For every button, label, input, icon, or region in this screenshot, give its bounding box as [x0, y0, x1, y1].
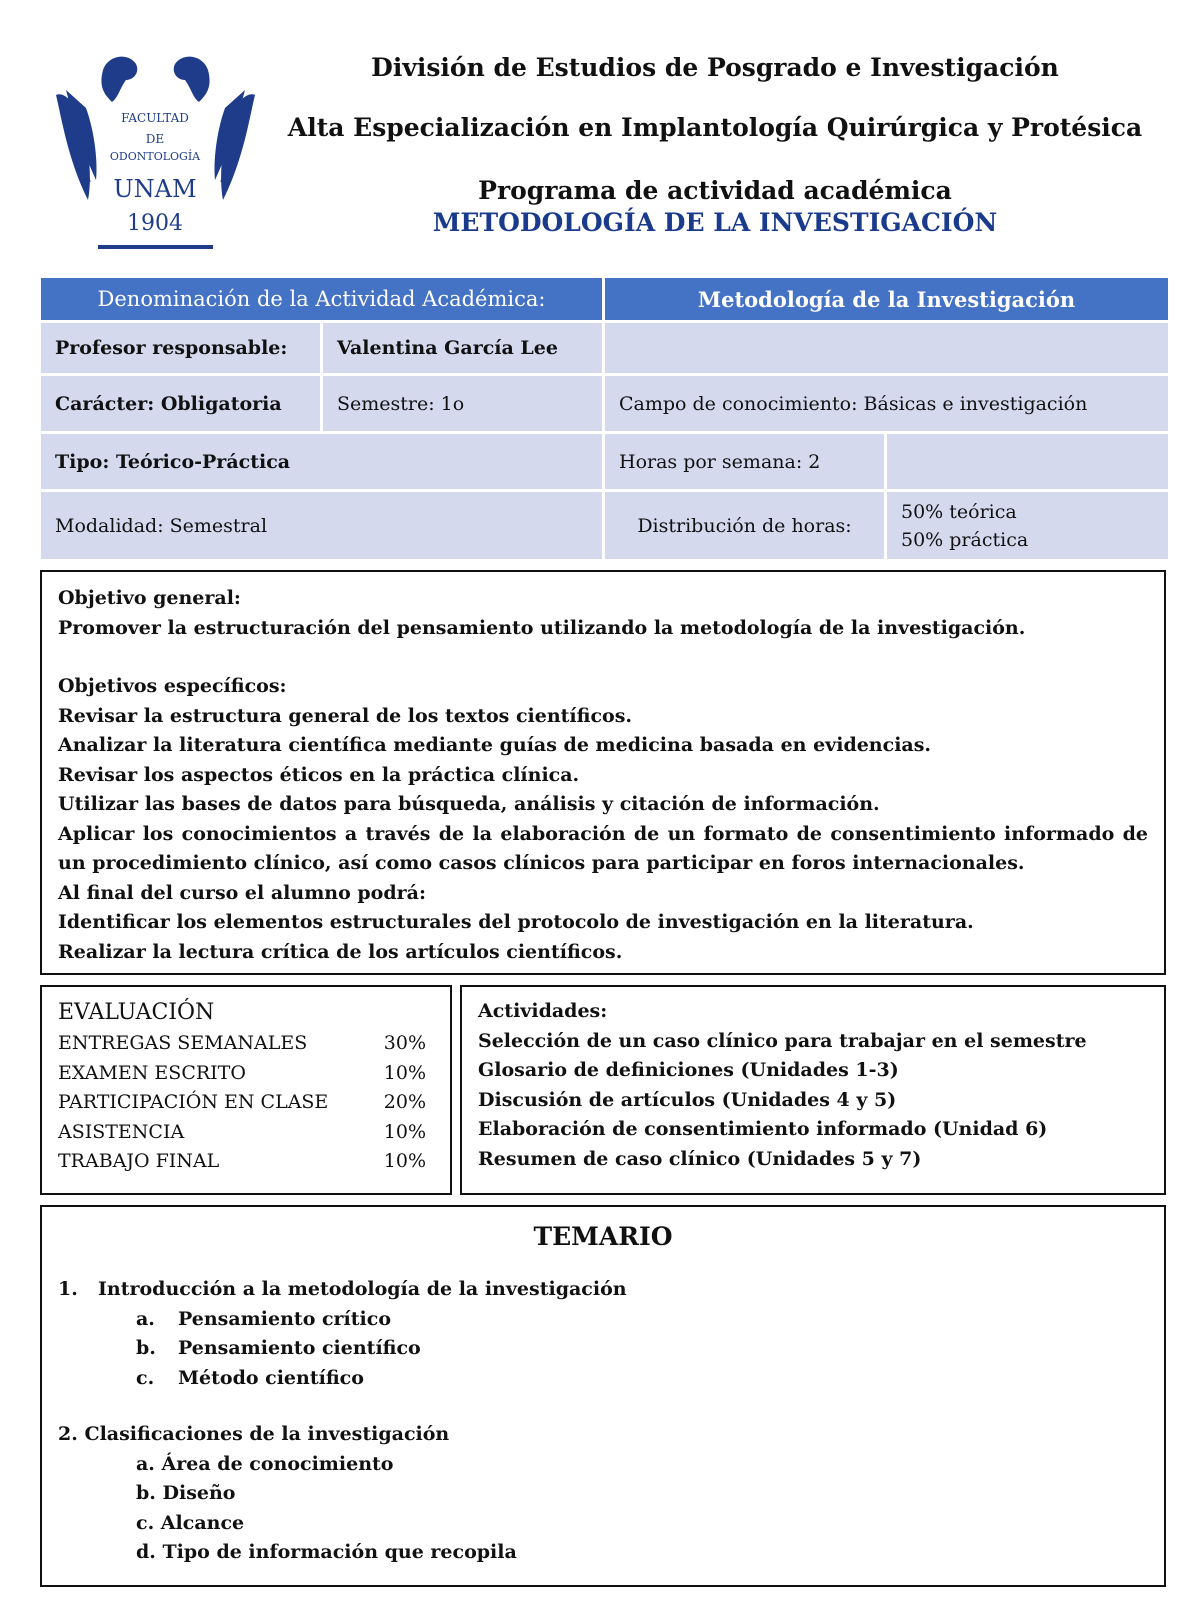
evaluacion-box	[40, 985, 452, 1195]
horas-cell: Horas por semana: 2	[604, 433, 886, 491]
temario-subitem: a. Área de conocimiento	[136, 1452, 394, 1475]
subitem-text: Método científico	[178, 1366, 364, 1389]
objetivo-final: Realizar la lectura crítica de los artículos científicos.	[58, 940, 623, 963]
evaluacion-title: EVALUACIÓN	[58, 1000, 215, 1025]
empty-cell	[886, 433, 1170, 491]
distribucion-label: Distribución de horas:	[604, 491, 886, 561]
objetivo-especifico: Aplicar los conocimientos a través de la elaboración de un formato de consentimiento informado de un procedimiento clínico, así como casos clínicos para participar en foros internacionales.	[58, 822, 1148, 874]
actividad-item: Glosario de definiciones (Unidades 1-3)	[478, 1059, 899, 1081]
temario-subitem	[58, 1364, 1148, 1394]
evaluacion-label: ASISTENCIA	[58, 1120, 185, 1143]
actividad-item: Discusión de artículos (Unidades 4 y 5)	[478, 1088, 897, 1111]
objetivo-final: Identificar los elementos estructurales del protocolo de investigación en la literatura.	[58, 911, 974, 933]
header-division: División de Estudios de Posgrado e Investigación	[371, 53, 1059, 82]
profesor-label: Profesor responsable:	[40, 322, 322, 375]
temario-subitem: b. Diseño	[136, 1482, 236, 1504]
objetivos-especificos-title: Objetivos específicos:	[58, 675, 287, 697]
distribucion-practica: 50% práctica	[901, 528, 1029, 551]
evaluacion-label: ENTREGAS SEMANALES	[58, 1032, 308, 1054]
temario-subitem	[58, 1334, 1148, 1364]
semestre-cell: Semestre: 1o	[322, 375, 604, 433]
profesor-value: Valentina García Lee	[322, 322, 604, 375]
evaluacion-label: TRABAJO FINAL	[58, 1150, 220, 1172]
caracter-cell: Carácter: Obligatoria	[40, 375, 322, 433]
denominacion-label: Denominación de la Actividad Académica:	[40, 277, 604, 322]
actividades-title: Actividades:	[478, 1000, 608, 1022]
evaluacion-row	[58, 1088, 434, 1118]
subitem-letter: b.	[136, 1337, 156, 1359]
objetivos-box	[40, 570, 1166, 975]
logo-line5: 1904	[127, 211, 183, 236]
subitem-text: Pensamiento científico	[178, 1337, 421, 1359]
header-especializacion: Alta Especialización en Implantología Quirúrgica y Protésica	[287, 113, 1143, 142]
denominacion-value: Metodología de la Investigación	[604, 277, 1170, 322]
temario-subitem: d. Tipo de información que recopila	[136, 1541, 517, 1563]
temario-title: TEMARIO	[533, 1222, 673, 1251]
objetivo-especifico: Utilizar las bases de datos para búsqueda, análisis y citación de información.	[58, 793, 880, 815]
evaluacion-row	[58, 1029, 434, 1059]
unit-number: 1.	[58, 1278, 78, 1300]
logo-line3: ODONTOLOGÍA	[109, 150, 201, 163]
distribucion-teorica: 50% teórica	[901, 500, 1017, 523]
evaluacion-value: 20%	[383, 1091, 426, 1113]
modalidad-cell: Modalidad: Semestral	[40, 491, 604, 561]
evaluacion-row	[58, 1118, 434, 1148]
campo-cell: Campo de conocimiento: Básicas e investigación	[604, 375, 1170, 433]
actividades-box	[460, 985, 1166, 1195]
evaluacion-value: 10%	[383, 1150, 426, 1172]
actividad-item: Selección de un caso clínico para trabajar en el semestre	[478, 1029, 1087, 1052]
logo-line1: FACULTAD	[121, 111, 189, 125]
final-title: Al final del curso el alumno podrá:	[58, 881, 426, 904]
document-header	[270, 50, 1160, 238]
temario-box	[40, 1205, 1166, 1587]
temario-unit-2: 2. Clasificaciones de la investigación	[58, 1423, 450, 1445]
evaluacion-row	[58, 1147, 434, 1177]
subitem-letter: c.	[136, 1366, 155, 1389]
header-course-title: METODOLOGÍA DE LA INVESTIGACIÓN	[432, 208, 998, 237]
objetivo-especifico: Revisar la estructura general de los textos científicos.	[58, 704, 633, 727]
subitem-letter: a.	[136, 1307, 155, 1330]
empty-cell	[604, 322, 1170, 375]
actividad-item: Resumen de caso clínico (Unidades 5 y 7)	[478, 1147, 922, 1170]
logo-line4: UNAM	[113, 175, 197, 203]
temario-unit-1	[58, 1275, 1148, 1305]
temario-subitem	[58, 1305, 1148, 1335]
objetivo-general-title: Objetivo general:	[58, 587, 241, 609]
objetivo-especifico: Revisar los aspectos éticos en la práctica clínica.	[58, 763, 580, 786]
evaluacion-label: PARTICIPACIÓN EN CLASE	[58, 1091, 329, 1113]
distribucion-value	[886, 491, 1170, 561]
evaluacion-row	[58, 1059, 434, 1089]
unit-title: Introducción a la metodología de la investigación	[98, 1278, 627, 1300]
tipo-cell: Tipo: Teórico-Práctica	[40, 433, 604, 491]
course-info-table	[38, 275, 1171, 562]
evaluacion-value: 10%	[383, 1061, 426, 1084]
temario-subitem: c. Alcance	[136, 1511, 245, 1534]
evaluacion-value: 10%	[383, 1120, 426, 1143]
header-programa: Programa de actividad académica	[478, 176, 952, 205]
evaluacion-label: EXAMEN ESCRITO	[58, 1061, 246, 1084]
subitem-text: Pensamiento crítico	[178, 1307, 392, 1330]
objetivo-general-text: Promover la estructuración del pensamiento utilizando la metodología de la investigación.	[58, 616, 1026, 639]
objetivo-especifico: Analizar la literatura científica mediante guías de medicina basada en evidencias.	[58, 734, 932, 756]
actividad-item: Elaboración de consentimiento informado (Unidad 6)	[478, 1118, 1048, 1140]
logo-line2: DE	[145, 132, 165, 146]
evaluacion-value: 30%	[383, 1032, 426, 1054]
unam-odontologia-logo-icon	[48, 50, 263, 260]
